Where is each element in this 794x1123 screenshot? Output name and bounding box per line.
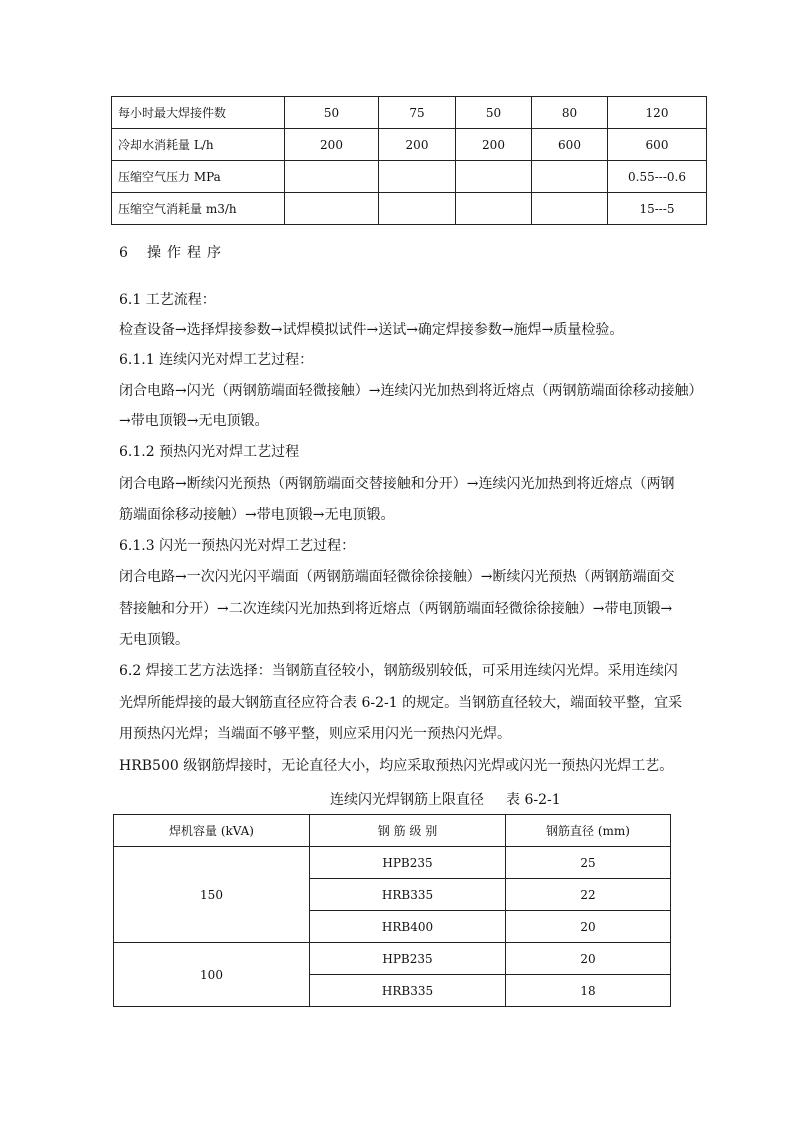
table-cell: [532, 161, 608, 193]
paragraph-line: HRB500 级钢筋焊接时，无论直径大小，均应采取预热闪光焊或闪光一预热闪光焊工艺。: [119, 758, 674, 774]
paragraph-line: 替接触和分开）→二次连续闪光加热到将近熔点（两钢筋端面轻微徐徐接触）→带电顶锻→: [119, 601, 673, 617]
table-row: [112, 193, 707, 225]
table-cell: [532, 193, 608, 225]
grade-cell: HPB235: [310, 847, 506, 879]
table-cell: 200: [456, 129, 532, 161]
diameter-cell: 22: [506, 879, 671, 911]
table-cell: 600: [532, 129, 608, 161]
paragraph-line: 6.2 焊接工艺方法选择：当钢筋直径较小，钢筋级别较低，可采用连续闪光焊。采用连续闪: [119, 663, 678, 679]
welding-machine-spec-table: [111, 96, 707, 225]
paragraph-line: 筋端面徐移动接触）→带电顶锻→无电顶锻。: [119, 507, 395, 523]
column-header: 钢筋直径 (mm): [506, 815, 671, 847]
table-cell: 50: [285, 97, 379, 129]
table-cell: 0.55---0.6: [608, 161, 707, 193]
capacity-cell: 150: [114, 847, 310, 943]
table-cell: [285, 193, 379, 225]
paragraph-line: 闭合电路→闪光（两钢筋端面轻微接触）→连续闪光加热到将近熔点（两钢筋端面徐移动接触）: [119, 383, 703, 399]
table-cell: 75: [379, 97, 456, 129]
section-heading: [119, 243, 227, 263]
table-cell: 200: [285, 129, 379, 161]
capacity-cell: 100: [114, 943, 310, 1007]
diameter-cell: 25: [506, 847, 671, 879]
paragraph-line: 光焊所能焊接的最大钢筋直径应符合表 6-2-1 的规定。当钢筋直径较大，端面较平整，宜采: [119, 695, 683, 711]
subsection-heading: 6.1.2 预热闪光对焊工艺过程: [119, 444, 300, 460]
grade-cell: HPB235: [310, 943, 506, 975]
section-title: 操作程序: [147, 245, 227, 261]
subsection-heading: 6.1 工艺流程：: [119, 292, 216, 308]
table-cell: 15---5: [608, 193, 707, 225]
flash-welding-diameter-table: [113, 814, 671, 1007]
table-caption-title: 连续闪光焊钢筋上限直径: [330, 792, 484, 808]
table-row: [112, 161, 707, 193]
table-cell: [456, 161, 532, 193]
row-label: 冷却水消耗量 L/h: [112, 129, 285, 161]
row-label: 压缩空气压力 MPa: [112, 161, 285, 193]
table-cell: [379, 193, 456, 225]
table-cell: [456, 193, 532, 225]
table-cell: [379, 161, 456, 193]
paragraph-line: 用预热闪光焊；当端面不够平整，则应采用闪光一预热闪光焊。: [119, 726, 511, 742]
grade-cell: HRB335: [310, 879, 506, 911]
table-row: [114, 943, 671, 975]
paragraph-line: 无电顶锻。: [119, 632, 189, 648]
table-cell: 200: [379, 129, 456, 161]
paragraph-line: →带电顶锻→无电顶锻。: [119, 413, 269, 429]
diameter-cell: 18: [506, 975, 671, 1007]
table-caption: [330, 789, 561, 809]
table-row: [114, 847, 671, 879]
subsection-heading: 6.1.1 连续闪光对焊工艺过程：: [119, 352, 314, 368]
row-label: 每小时最大焊接件数: [112, 97, 285, 129]
paragraph-line: 闭合电路→断续闪光预热（两钢筋端面交替接触和分开）→连续闪光加热到将近熔点（两钢: [119, 476, 675, 492]
grade-cell: HRB400: [310, 911, 506, 943]
diameter-cell: 20: [506, 943, 671, 975]
grade-cell: HRB335: [310, 975, 506, 1007]
table-cell: 50: [456, 97, 532, 129]
table-row: [112, 129, 707, 161]
table-caption-number: 表 6-2-1: [506, 792, 561, 808]
section-number: 6: [119, 245, 128, 261]
table-cell: 120: [608, 97, 707, 129]
column-header: 钢 筋 级 别: [310, 815, 506, 847]
table-cell: 80: [532, 97, 608, 129]
paragraph-line: 检查设备→选择焊接参数→试焊模拟试件→送试→确定焊接参数→施焊→质量检验。: [119, 322, 624, 338]
row-label: 压缩空气消耗量 m3/h: [112, 193, 285, 225]
subsection-heading: 6.1.3 闪光一预热闪光对焊工艺过程：: [119, 538, 356, 554]
diameter-cell: 20: [506, 911, 671, 943]
column-header: 焊机容量 (kVA): [114, 815, 310, 847]
table-cell: [285, 161, 379, 193]
paragraph-line: 闭合电路→一次闪光闪平端面（两钢筋端面轻微徐徐接触）→断续闪光预热（两钢筋端面交: [119, 569, 675, 585]
table-row: [112, 97, 707, 129]
table-cell: 600: [608, 129, 707, 161]
table-header-row: [114, 815, 671, 847]
